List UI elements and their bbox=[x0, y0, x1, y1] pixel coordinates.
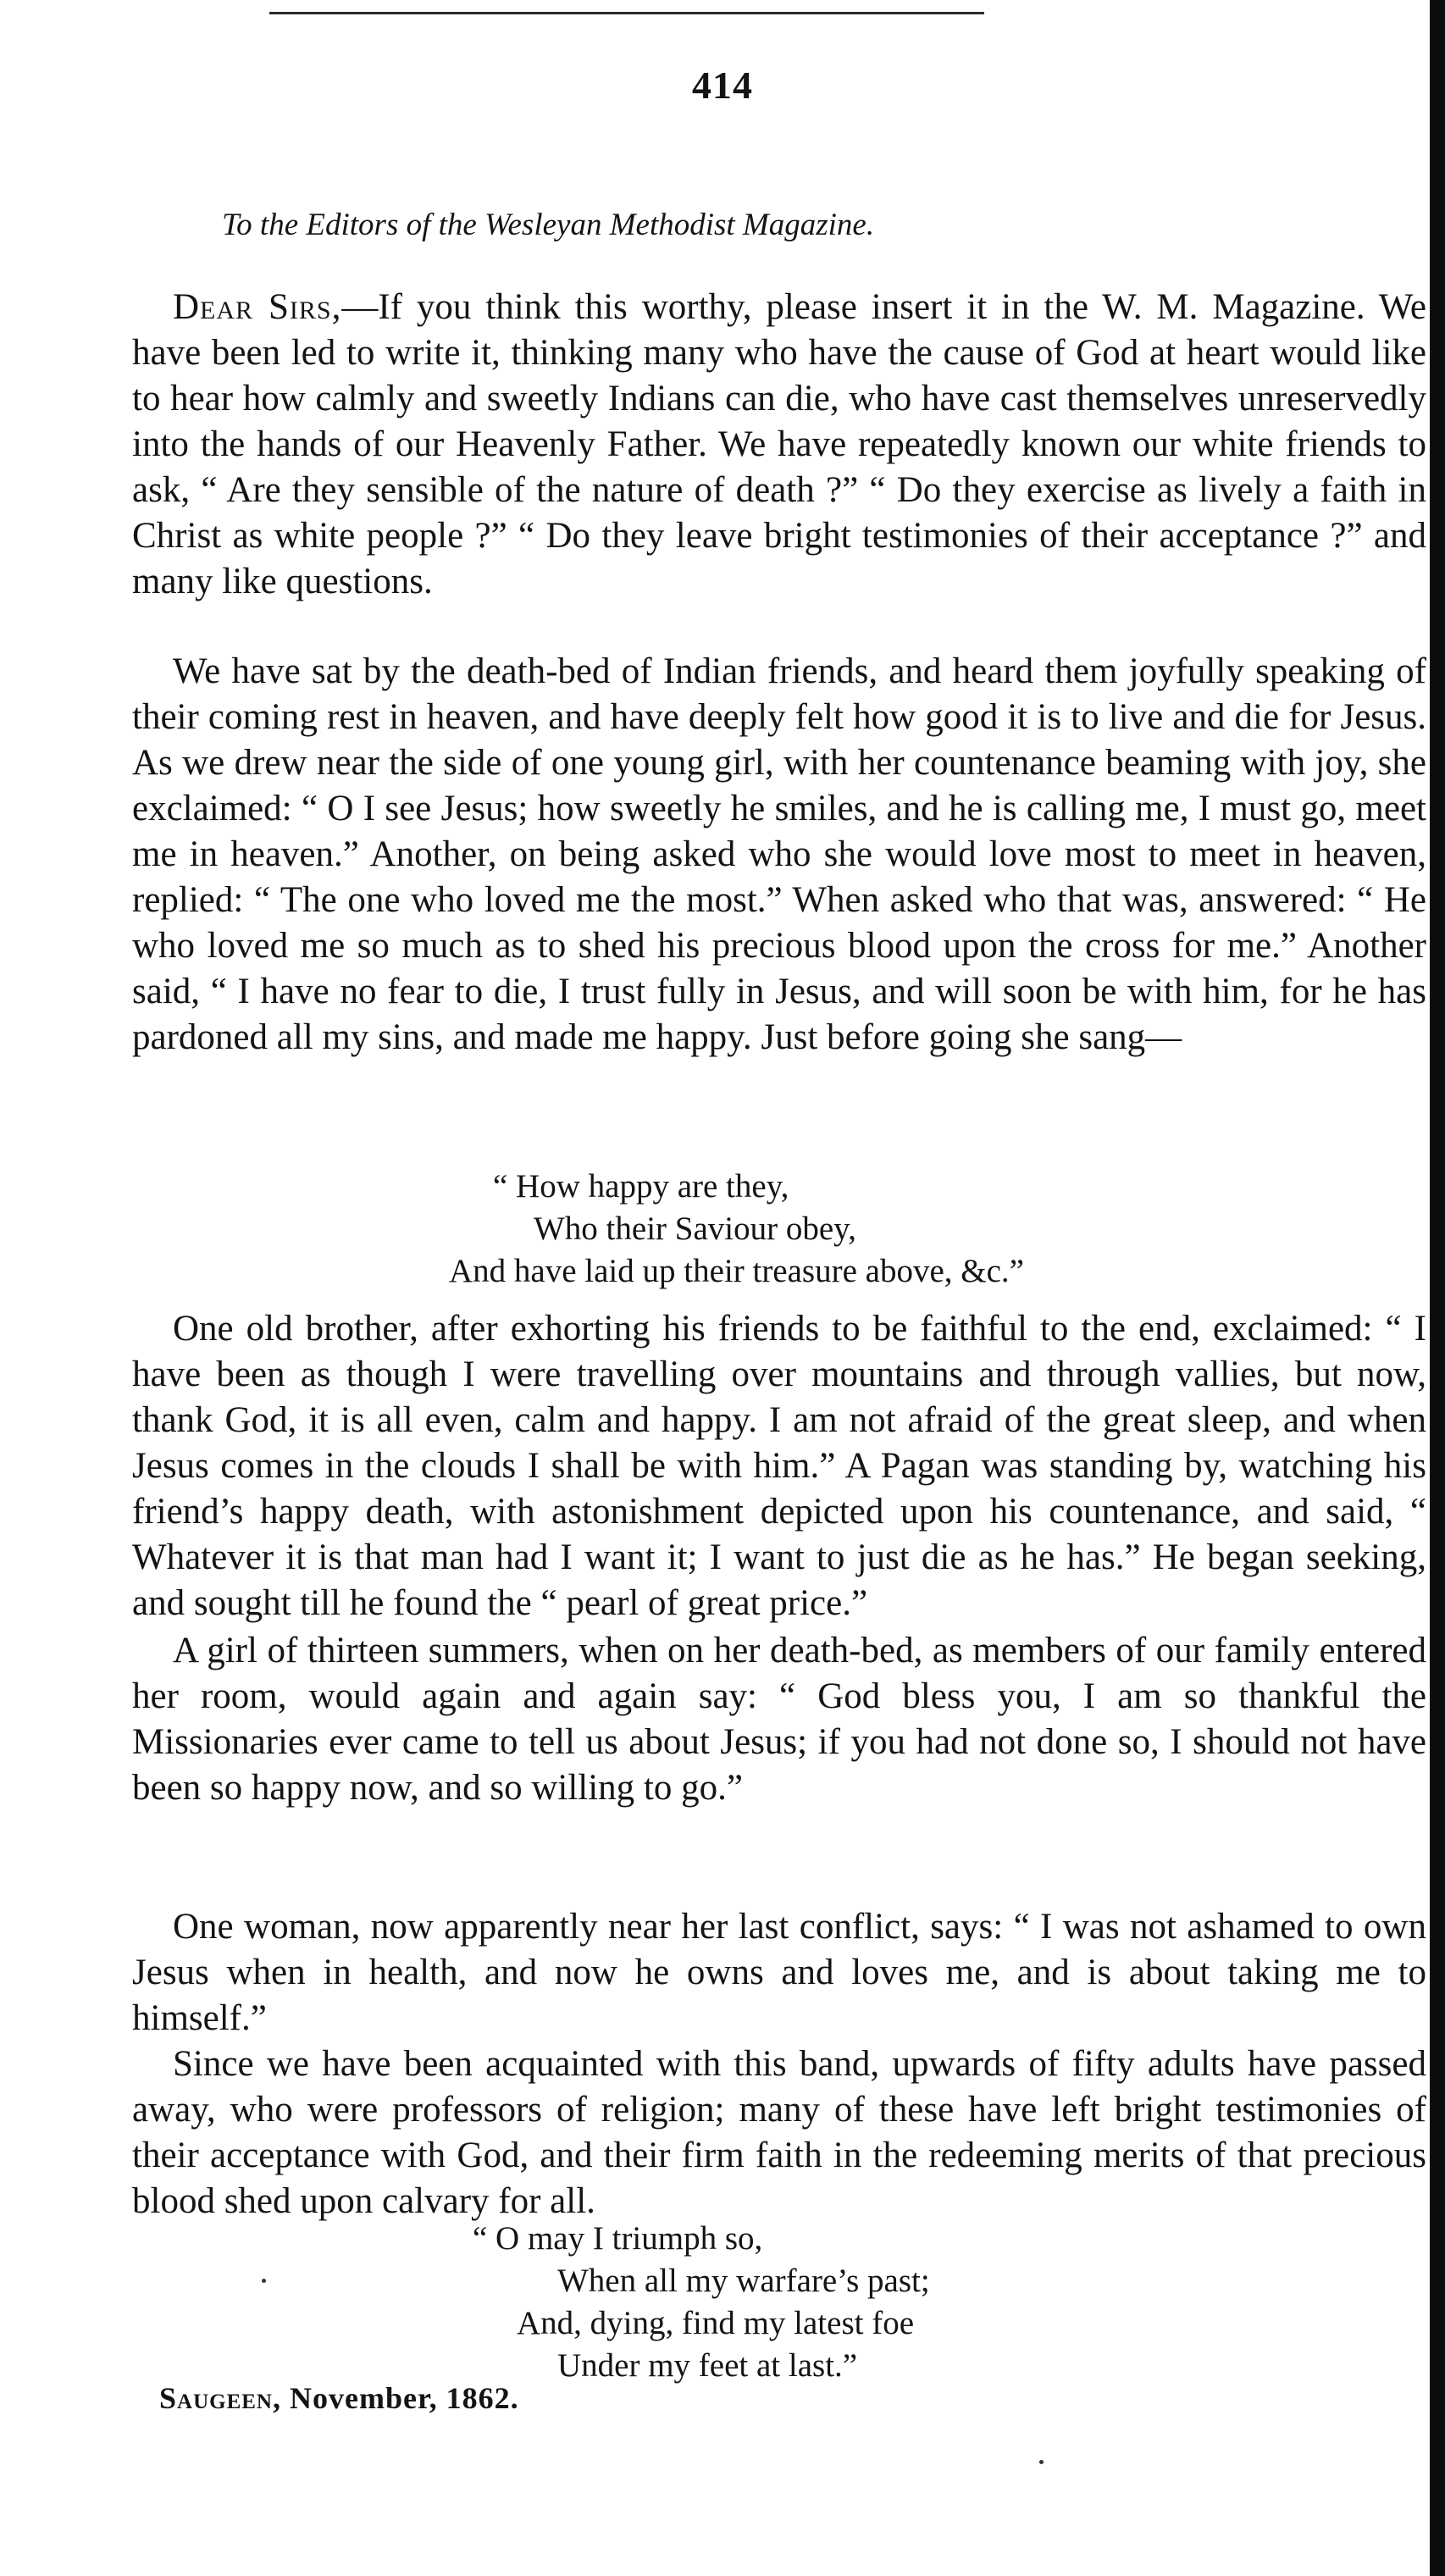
paragraph-woman-text: One woman, now apparently near her last conflict, says: “ I was not ashamed to own Jesus when in health, and now he owns and loves me, and is about taking me to himself.” bbox=[132, 1907, 1426, 2038]
page-number: 414 bbox=[692, 64, 753, 107]
hymn-line: Who their Saviour obey, bbox=[534, 1210, 856, 1247]
paragraph-woman bbox=[132, 1904, 1426, 2041]
top-rule bbox=[269, 12, 984, 14]
paragraph-old-brother-text: One old brother, after exhorting his friends to be faithful to the end, exclaimed: “ I have been as though I were travelling over mountains and through vallies, but now, thank God, it is all even, calm and happy. I am not afraid of the great sleep, and when Jesus comes in the clouds I shall be with him.” A Pagan was standing by, watching his friend’s happy death, with astonishment depicted upon his countenance, and said, “ Whatever it is that man had I want it; I want to just die as he has.” He began seeking, and sought till he found the “ pearl of great price.” bbox=[132, 1309, 1426, 1623]
hymn-quote-1 bbox=[449, 1166, 1024, 1293]
paragraph-girl bbox=[132, 1628, 1426, 1811]
hymn-line: And have laid up their treasure above, &c.” bbox=[449, 1253, 1024, 1289]
signature-date: November, 1862. bbox=[280, 2381, 519, 2415]
signature-line bbox=[159, 2380, 519, 2416]
hymn-line: “ O may I triumph so, bbox=[473, 2220, 763, 2257]
hymn-line: And, dying, find my latest foe bbox=[517, 2305, 915, 2341]
paragraph-old-brother bbox=[132, 1306, 1426, 1626]
letter-heading: To the Editors of the Wesleyan Methodist Magazine. bbox=[222, 208, 875, 242]
paragraph-band bbox=[132, 2041, 1426, 2224]
paragraph-opening bbox=[132, 285, 1426, 605]
hymn-line: Under my feet at last.” bbox=[557, 2347, 858, 2384]
hymn-line: “ How happy are they, bbox=[493, 1168, 789, 1205]
salutation: Dear Sirs, bbox=[173, 287, 342, 327]
hymn-quote-2 bbox=[473, 2218, 930, 2387]
paragraph-deathbed bbox=[132, 649, 1426, 1061]
print-speck bbox=[1039, 2460, 1044, 2464]
signature-place: Saugeen, bbox=[159, 2381, 281, 2415]
hymn-line: When all my warfare’s past; bbox=[557, 2263, 930, 2299]
page-binding-edge bbox=[1430, 0, 1445, 2576]
paragraph-band-text: Since we have been acquainted with this band, upwards of fifty adults have passed away, who were professors of religion; many of these have left bright testimonies of their acceptance with God, and their firm faith in the redeeming merits of that precious blood shed upon calvary for all. bbox=[132, 2044, 1426, 2221]
print-speck bbox=[262, 2279, 266, 2283]
paragraph-girl-text: A girl of thirteen summers, when on her death-bed, as members of our family entered her room, would again and again say: “ God bless you, I am so thankful the Missionaries ever came to tell us about Jesus; if you had not done so, I should not have been so happy now, and so willing to go.” bbox=[132, 1631, 1426, 1808]
paragraph-deathbed-text: We have sat by the death-bed of Indian friends, and heard them joyfully speaking of their coming rest in heaven, and have deeply felt how good it is to live and die for Jesus. As we drew near the side of one young girl, with her countenance beaming with joy, she exclaimed: “ O I see Jesus; how sweetly he smiles, and he is calling me, I must go, meet me in heaven.” Another, on being asked who she would love most to meet in heaven, replied: “ The one who loved me the most.” When asked who that was, answered: “ He who loved me so much as to shed his precious blood upon the cross for me.” Another said, “ I have no fear to die, I trust fully in Jesus, and will soon be with him, for he has pardoned all my sins, and made me happy. Just before going she sang— bbox=[132, 651, 1426, 1057]
paragraph-opening-text: —If you think this worthy, please insert it in the W. M. Magazine. We have been led to write it, thinking many who have the cause of God at heart would like to hear how calmly and sweetly Indians can die, who have cast themselves unreservedly into the hands of our Heavenly Father. We have repeatedly known our white friends to ask, “ Are they sensible of the nature of death ?” “ Do they exercise as lively a faith in Christ as white people ?” “ Do they leave bright testimonies of their acceptance ?” and many like questions. bbox=[132, 287, 1426, 601]
